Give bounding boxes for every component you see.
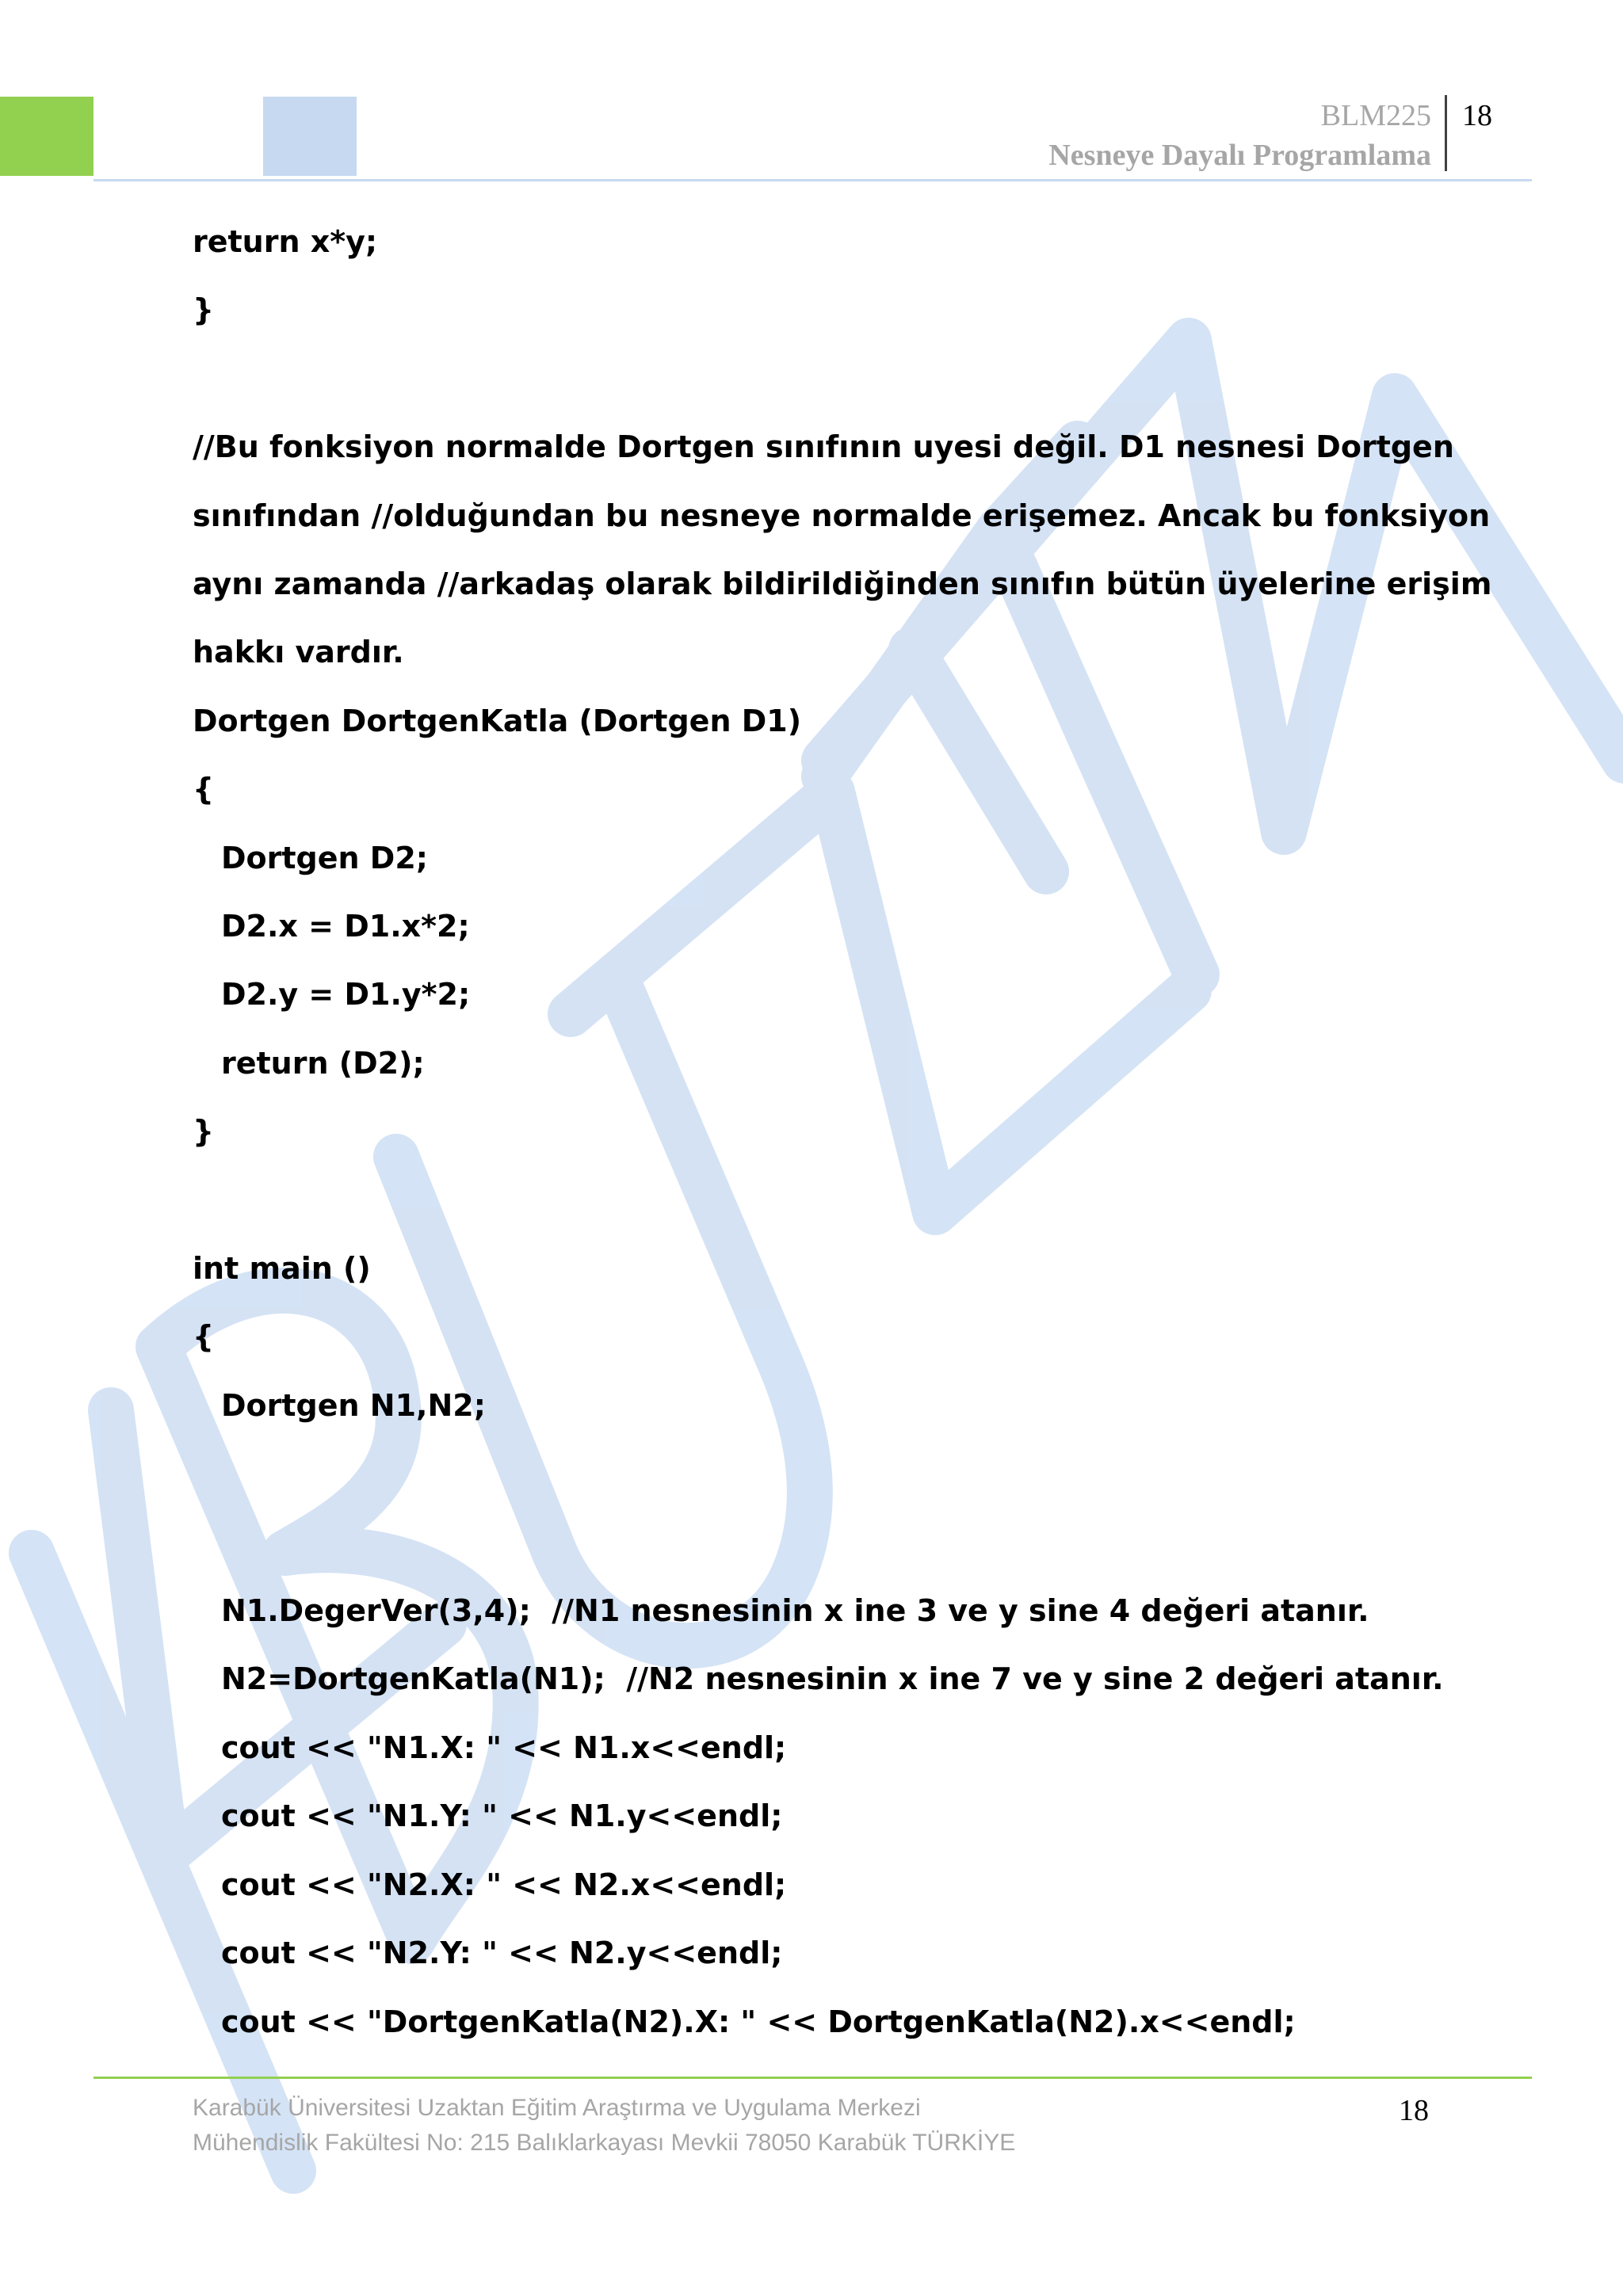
code-line: D2.x = D1.x*2; — [221, 909, 470, 944]
code-line: cout << "DortgenKatla(N2).X: " << DortgenKatla(N2).x<<endl; — [221, 2004, 1296, 2039]
header-page-number: 18 — [1462, 99, 1492, 132]
course-title: Nesneye Dayalı Programlama — [1048, 139, 1431, 172]
code-line: cout << "N2.Y: " << N2.y<<endl; — [221, 1936, 783, 1971]
blank-line — [193, 1440, 1429, 1508]
code-line: D2.y = D1.y*2; — [221, 977, 471, 1013]
footer-organization: Karabük Üniversitesi Uzaktan Eğitim Araştırma ve Uygulama Merkezi — [193, 2095, 921, 2121]
code-line: cout << "N1.X: " << N1.x<<endl; — [221, 1730, 787, 1765]
blank-line — [193, 345, 1429, 413]
code-line: { — [193, 772, 215, 807]
code-line: return x*y; — [193, 224, 378, 259]
comment-line: aynı zamanda //arkadaş olarak bildirildiğinden sınıfın bütün üyelerine erişim — [193, 566, 1492, 602]
code-line: cout << "N2.X: " << N2.x<<endl; — [221, 1867, 787, 1902]
function-signature: Dortgen DortgenKatla (Dortgen D1) — [193, 703, 802, 738]
code-line: { — [193, 1319, 215, 1355]
comment-line: hakkı vardır. — [193, 635, 404, 670]
course-code: BLM225 — [1320, 99, 1431, 132]
code-line: } — [193, 292, 215, 328]
footer-page-number: 18 — [1399, 2094, 1429, 2127]
blank-line — [193, 1508, 1429, 1577]
code-line: Dortgen N1,N2; — [221, 1387, 486, 1423]
comment-line: //Bu fonksiyon normalde Dortgen sınıfının uyesi değil. D1 nesnesi Dortgen — [193, 429, 1454, 465]
main-signature: int main () — [193, 1251, 371, 1287]
code-line: Dortgen D2; — [221, 840, 428, 875]
code-line: return (D2); — [221, 1045, 425, 1081]
code-line: N1.DegerVer(3,4); //N1 nesnesinin x ine 3 ve y sine 4 değeri atanır. — [221, 1593, 1369, 1629]
footer-rule — [94, 2077, 1532, 2079]
footer-address: Mühendislik Fakültesi No: 215 Balıklarkayası Mevkii 78050 Karabük TÜRKİYE — [193, 2130, 1016, 2156]
code-line: } — [193, 1114, 215, 1150]
code-line: N2=DortgenKatla(N1); //N2 nesnesinin x ine 7 ve y sine 2 değeri atanır. — [221, 1661, 1444, 1697]
comment-line: sınıfından //olduğundan bu nesneye normalde erişemez. Ancak bu fonksiyon — [193, 498, 1491, 533]
code-listing — [193, 208, 1492, 2056]
blank-line — [193, 1166, 1429, 1234]
code-line: cout << "N1.Y: " << N1.y<<endl; — [221, 1798, 783, 1834]
